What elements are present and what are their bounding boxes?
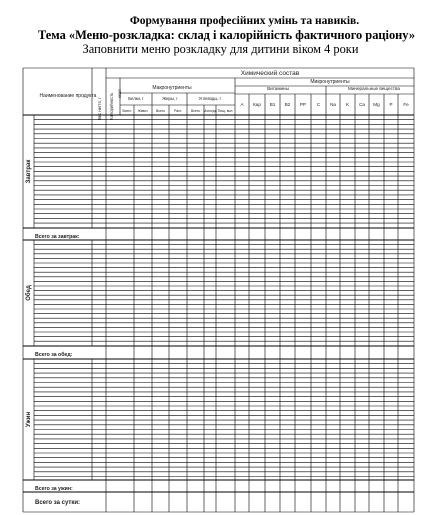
- micro-col-6: Na: [330, 102, 336, 107]
- micro-col-7: K: [345, 102, 350, 107]
- section-total-label-0: Всего за завтрак:: [35, 234, 80, 240]
- micro-col-0: А: [240, 102, 244, 107]
- section-total-label-2: Всего за ужин:: [35, 486, 73, 492]
- calories-header: Калорийность: [109, 92, 114, 120]
- document-title: Формування професійних умінь та навиків.: [129, 15, 360, 27]
- micro-col-2: В1: [269, 102, 276, 107]
- section-label-1: Обед: [26, 285, 32, 301]
- energy-unit-label: ккал: [117, 89, 122, 98]
- protein-title: Белки, г: [128, 96, 144, 101]
- minerals-title: Минеральные вещества: [348, 86, 400, 91]
- macro-subcol-6: Пищ. вол.: [217, 109, 234, 113]
- section-label-0: Завтрак: [26, 159, 32, 184]
- micro-col-8: Ca: [359, 102, 365, 107]
- macro-subcol-4: Всего: [191, 109, 200, 113]
- carb-title: Углеводы, г: [198, 96, 222, 101]
- macro-subcol-2: Всего: [156, 109, 165, 113]
- macro-subcol-3: Раст.: [174, 109, 182, 113]
- weight-header: Вес нетто, г: [97, 97, 102, 120]
- micro-col-10: P: [389, 102, 393, 107]
- section-label-2: Ужин: [26, 411, 32, 428]
- micro-col-3: В2: [284, 102, 291, 107]
- task-instruction: Заповнити меню розкладку для дитини віком 4 роки: [82, 42, 359, 56]
- micro-col-11: Fe: [403, 102, 409, 107]
- macro-subcol-5: Моно/ди: [203, 109, 217, 113]
- section-total-label-1: Всего за обед:: [35, 352, 73, 358]
- micro-col-1: Кар: [253, 102, 261, 107]
- chem-composition-title: Химический состав: [240, 70, 300, 77]
- macro-subcol-1: Живот.: [137, 109, 149, 113]
- micro-col-5: С: [316, 102, 321, 107]
- macro-subcol-0: Всего: [122, 109, 132, 113]
- fat-title: Жиры, г: [162, 96, 178, 101]
- topic-title: Тема «Меню-розкладка: склад і калорійність фактичного раціону»: [37, 28, 416, 42]
- micro-col-4: РР: [299, 102, 307, 107]
- macro-title: Макронутриенты: [152, 85, 192, 91]
- vitamins-title: Витамины: [267, 86, 289, 91]
- micro-col-9: Mg: [373, 102, 380, 107]
- grand-total-label: Всего за сутки:: [35, 500, 81, 506]
- product-header: Наименование продукта: [39, 93, 97, 99]
- micro-title: Микронутриенты: [310, 79, 350, 85]
